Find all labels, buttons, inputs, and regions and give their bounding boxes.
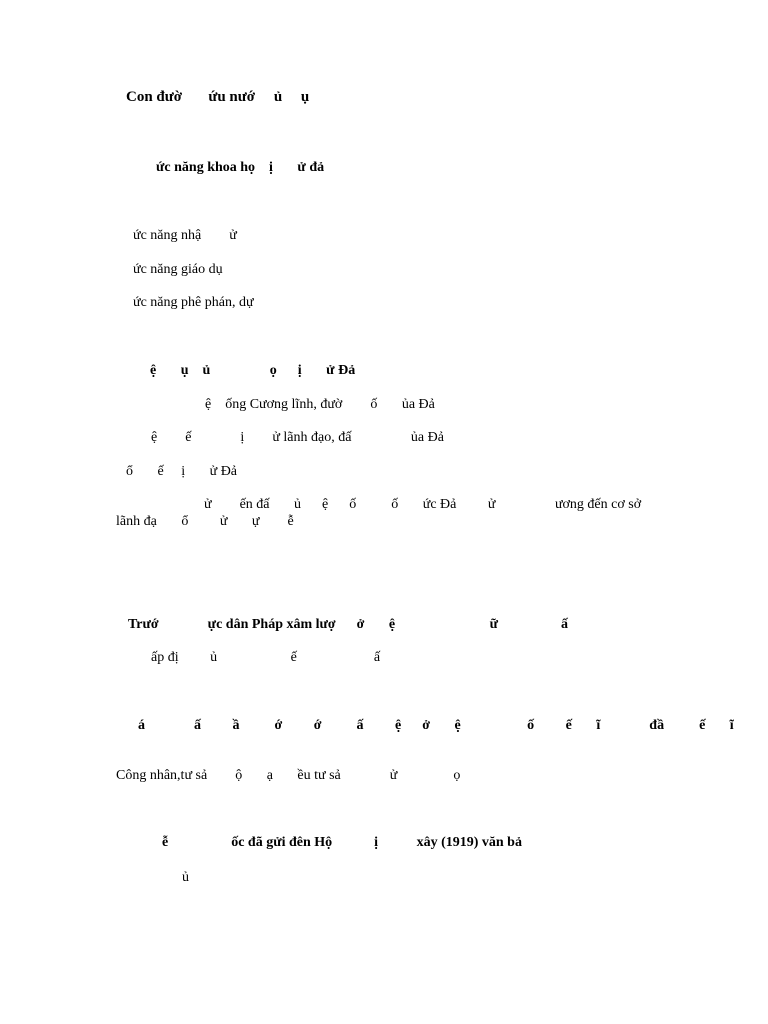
text-line: ức năng giáo dụ [133, 262, 223, 277]
section-heading: ức năng khoa họ ị ử đả [156, 160, 325, 175]
text-line: Công nhân,tư sả ộ ạ ều tư sả ử ọ [116, 768, 461, 783]
section-heading: ệ ụ ủ ọ ị ử Đả [150, 363, 356, 378]
text-line: ệ ế ị ử lãnh đạo, đấ ủa Đả [151, 430, 444, 445]
text-line: ử ến đấ ủ ệ ố ố ức Đả ử ương đến cơ sở [204, 497, 642, 512]
text-line: ủ [182, 870, 189, 885]
text-line: ức năng phê phán, dự [133, 295, 254, 310]
text-line: ấp đị ủ ế ấ [151, 650, 381, 665]
question-heading: á ấ ầ ớ ớ ấ ệ ở ệ ố ế ĩ đầ ế ĩ [138, 718, 734, 733]
text-line: ổ ế ị ử Đả [126, 464, 238, 479]
question-heading: Trướ ực dân Pháp xâm lượ ở ệ ữ ấ [128, 617, 569, 632]
question-heading: ễ ốc đã gửi đên Hộ ị xây (1919) văn bả [162, 835, 522, 850]
text-line: lãnh đạ ổ ử ự ễ [116, 514, 294, 529]
document-title: Con đườ ứu nướ ủ ụ [126, 89, 310, 105]
text-line: ệ ống Cương lĩnh, đườ ố ủa Đả [205, 397, 435, 412]
text-line: ức năng nhậ ử [133, 228, 237, 243]
